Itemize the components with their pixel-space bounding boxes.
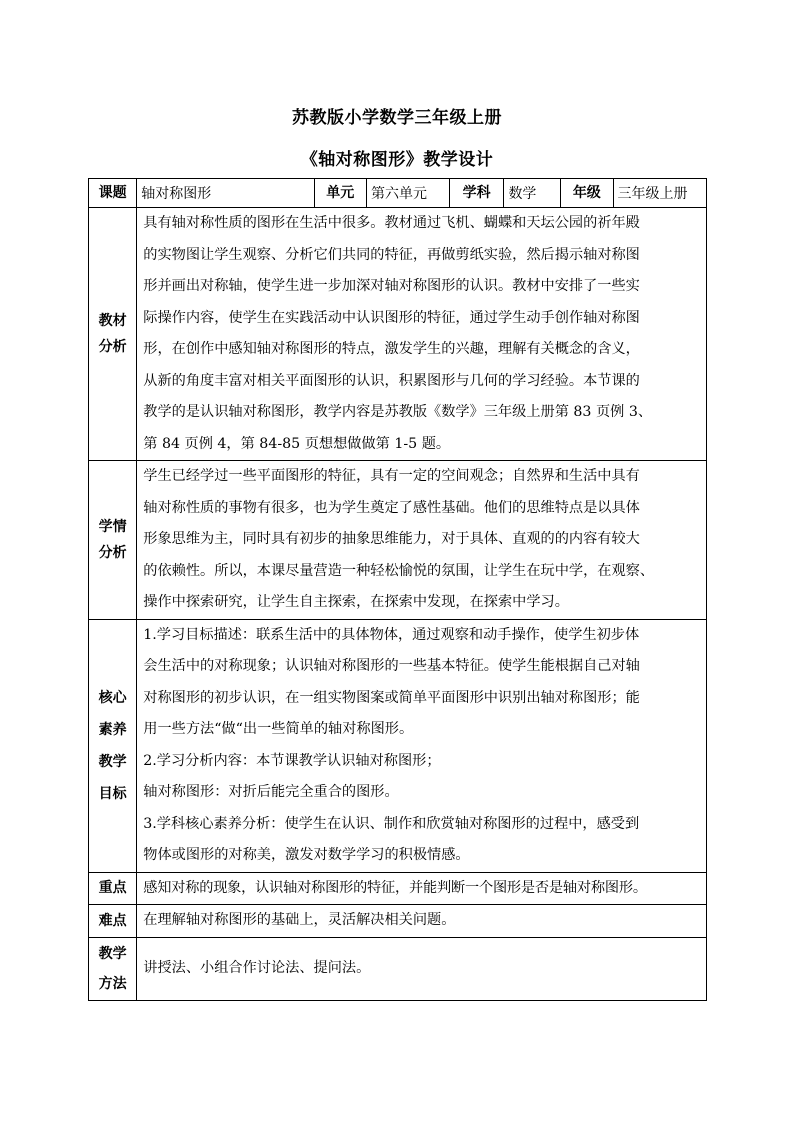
key-point-row [89,872,707,905]
subject-value: 数学 [504,179,561,208]
topic-value: 轴对称图形 [137,179,314,208]
core-goals-text: 1.学习目标描述：联系生活中的具体物体，通过观察和动手操作，使学生初步体 会生活中的对称现象；认识轴对称图形的一些基本特征。使学生能根据自己对轴 对称图形的初步认识，在一组实物图案或简单平面图形中识别出轴对称图形；能 用一些方法“做“出一些简单的轴对称图形。 2.学习分析内容：本节课教学认识轴对称图形； 轴对称图形：对折后能完全重合的图形。 3.学科核心素养分析：使学生在认识、制作和欣赏轴对称图形的过程中，感受到 物体或图形的对称美，激发对数学学习的积极情感。 [137,619,707,872]
unit-value: 第六单元 [367,179,450,208]
learner-analysis-text: 学生已经学过一些平面图形的特征，具有一定的空间观念；自然界和生活中具有 轴对称性质的事物有很多，也为学生奠定了感性基础。他们的思维特点是以具体 形象思维为主，同时具有初步的抽象思维能力，对于具体、直观的的内容有较大 的依赖性。所以，本课尽量营造一种轻松愉悦的氛围，让学生在玩中学，在观察、 操作中探索研究，让学生自主探索，在探索中发现，在探索中学习。 [137,461,707,620]
teaching-method-row [89,937,707,1000]
grade-label: 年级 [561,179,613,208]
lesson-plan-table [88,178,707,1001]
core-goals-row [89,619,707,872]
teaching-method-text: 讲授法、小组合作讨论法、提问法。 [137,937,707,1000]
key-point-text: 感知对称的现象，认识轴对称图形的特征，并能判断一个图形是否是轴对称图形。 [137,872,707,905]
difficulty-row [89,905,707,938]
document-title: 苏教版小学数学三年级上册 [292,108,502,128]
key-point-label: 重点 [89,872,137,905]
header-row [89,179,707,208]
topic-label: 课题 [89,179,137,208]
subject-label: 学科 [449,179,504,208]
textbook-analysis-row [89,208,707,461]
teaching-method-label: 教学 方法 [89,937,137,1000]
unit-label: 单元 [314,179,366,208]
difficulty-label: 难点 [89,905,137,938]
difficulty-text: 在理解轴对称图形的基础上，灵活解决相关问题。 [137,905,707,938]
textbook-analysis-label: 教材 分析 [89,208,137,461]
grade-value: 三年级上册 [613,179,706,208]
textbook-analysis-text: 具有轴对称性质的图形在生活中很多。教材通过飞机、蝴蝶和天坛公园的祈年殿 的实物图让学生观察、分析它们共同的特征，再做剪纸实验，然后揭示轴对称图 形并画出对称轴，使学生进一步加深对轴对称图形的认识。教材中安排了一些实 际操作内容，使学生在实践活动中认识图形的特征，通过学生动手创作轴对称图 形，在创作中感知轴对称图形的特点，激发学生的兴趣，理解有关概念的含义， 从新的角度丰富对相关平面图形的认识，积累图形与几何的学习经验。本节课的 教学的是认识轴对称图形，教学内容是苏教版《数学》三年级上册第 83 页例 3、 第 84 页例 4，第 84-85 页想想做做第 1-5 题。 [137,208,707,461]
core-goals-label: 核心 素养 教学 目标 [89,619,137,872]
document-subtitle: 《轴对称图形》教学设计 [300,150,494,170]
learner-analysis-label: 学情 分析 [89,461,137,620]
learner-analysis-row [89,461,707,620]
